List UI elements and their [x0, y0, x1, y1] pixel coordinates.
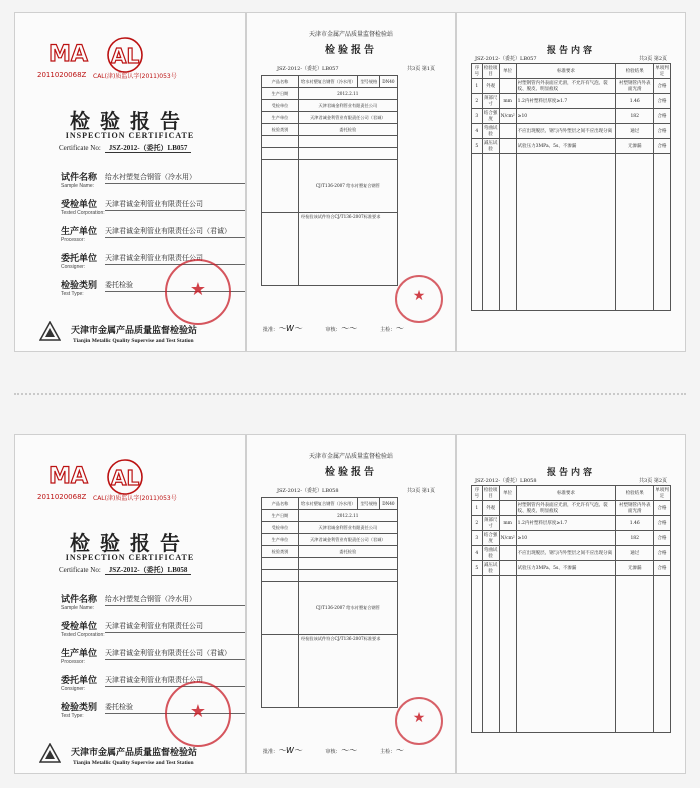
- report-table: 序号 检验项目 单位 标准要求 检验结果 单项判定 1 外观 衬塑钢管内外表面应光滑，不允许有气泡、裂纹、脱皮、明显痕纹 衬塑钢管内外表面光滑 合格 2 颈部尺寸 mm 1.2内衬塑料层厚度≥1.7 1.46 合格 3 结合强度 N/cm² ≥10 182 合格 4 弯曲试验 不应出现脱层、钢与内外塑层之间不应出现分离 通过 合格 5 减压试验 试验压力3MPa、5s、不渗漏 无渗漏 合格: [471, 485, 671, 733]
- signature-row: 批准：〜W〜 审核：〜〜 主检：〜: [263, 746, 404, 755]
- field-processor: 生产单位 Processor: 天津君诚金利管业有限责任公司（君诚）: [61, 646, 246, 665]
- svg-text:MA: MA: [49, 42, 88, 67]
- official-seal: ★: [395, 697, 443, 745]
- cma-number: 2011020068Z: [37, 493, 87, 501]
- cover-page: [14, 434, 246, 774]
- page-title: 检验报告: [325, 45, 377, 56]
- field-test-type: 检验类别 Test Type: 委托检验: [61, 278, 246, 297]
- cert-number-row: Certificate No: JSZ-2012-（委托）LB057: [59, 143, 191, 153]
- official-seal: ★: [165, 681, 231, 747]
- number-row: JSZ-2012-（委托）LB057 共3页 第2页: [475, 56, 667, 62]
- org-name-en: Tianjin Metallic Quality Supervise and Test Station: [73, 338, 194, 344]
- report-table: 序号 检验项目 单位 标准要求 检验结果 单项判定 1 外观 衬塑钢管内外表面应光滑，不允许有气泡、裂纹、脱皮、明显痕纹 衬塑钢管内外表面光滑 合格 2 颈部尺寸 mm 1.2内衬塑料层厚度≥1.7 1.46 合格 3 结合强度 N/cm² ≥10 182 合格 4 弯曲试验 不应出现脱层、钢与内外塑层之间不应出现分离 通过 合格 5 减压试验 试验压力3MPa、5s、不渗漏 无渗漏 合格: [471, 63, 671, 311]
- svg-text:MA: MA: [49, 464, 88, 489]
- signature-row: 批准：〜W〜 审核：〜〜 主检：〜: [263, 324, 404, 333]
- header-org: 天津市金属产品质量监督检验站: [308, 31, 393, 38]
- official-seal: ★: [165, 259, 231, 325]
- result-page: [246, 12, 456, 352]
- org-name-cn: 天津市金属产品质量监督检验站: [71, 748, 198, 758]
- field-sample-name: 试件名称 Sample Name: 给水衬塑复合钢管（冷水用）: [61, 170, 246, 189]
- field-tested-corp: 受检单位 Tested Corporation: 天津君诚金利管业有限责任公司: [61, 619, 246, 638]
- cal-number: CAL(津)质监认字(2011)053号: [93, 73, 177, 80]
- field-consigner: 委托单位 Consigner: 天津君诚金利管业有限责任公司: [61, 251, 246, 270]
- title-cn: 检验报告: [70, 531, 190, 555]
- report-title: 报告内容: [546, 46, 595, 56]
- number-row: JSZ-2012-（委托）LB057 共3页 第1页: [277, 66, 435, 72]
- field-processor: 生产单位 Processor: 天津君诚金利管业有限责任公司（君诚）: [61, 224, 246, 243]
- report-title: 报告内容: [546, 468, 595, 478]
- number-row: JSZ-2012-（委托）LB058 共3页 第2页: [475, 478, 667, 484]
- cover-page: [14, 12, 246, 352]
- result-table: 产品名称 给水衬塑复合钢管（冷水用） 型号规格 DN40 生产日期 2012.2.11 受检单位 天津君诚金利管业有限责任公司 生产单位 天津君诚金利管业有限责任公司（君诚） 检验类别 委托检验 CJ/T136-2007 给水衬塑复合钢管 经检验该试件符合CJ/T136-2007标准要求: [261, 75, 398, 286]
- field-test-type: 检验类别 Test Type: 委托检验: [61, 700, 246, 719]
- title-en: INSPECTION CERTIFICATE: [65, 553, 195, 562]
- field-tested-corp: 受检单位 Tested Corporation: 天津君诚金利管业有限责任公司: [61, 197, 246, 216]
- header-org: 天津市金属产品质量监督检验站: [308, 453, 393, 460]
- cal-number: CAL(津)质监认字(2011)053号: [93, 495, 177, 502]
- cert-number-row: Certificate No: JSZ-2012-（委托）LB058: [59, 565, 191, 575]
- number-row: JSZ-2012-（委托）LB058 共3页 第1页: [277, 488, 435, 494]
- official-seal: ★: [395, 275, 443, 323]
- field-consigner: 委托单位 Consigner: 天津君诚金利管业有限责任公司: [61, 673, 246, 692]
- field-sample-name: 试件名称 Sample Name: 给水衬塑复合钢管（冷水用）: [61, 592, 246, 611]
- station-logo-icon: [39, 321, 61, 341]
- result-table: 产品名称 给水衬塑复合钢管（冷水用） 型号规格 DN40 生产日期 2012.2.11 受检单位 天津君诚金利管业有限责任公司 生产单位 天津君诚金利管业有限责任公司（君诚） 检验类别 委托检验 CJ/T136-2007 给水衬塑复合钢管 经检验该试件符合CJ/T136-2007标准要求: [261, 497, 398, 708]
- report-content-page: [456, 434, 686, 774]
- cma-number: 2011020068Z: [37, 71, 87, 79]
- svg-text:AL: AL: [111, 466, 140, 490]
- svg-text:AL: AL: [111, 44, 140, 68]
- result-page: [246, 434, 456, 774]
- report-content-page: [456, 12, 686, 352]
- org-name-en: Tianjin Metallic Quality Supervise and Test Station: [73, 760, 194, 766]
- title-en: INSPECTION CERTIFICATE: [65, 131, 195, 140]
- org-name-cn: 天津市金属产品质量监督检验站: [71, 326, 198, 336]
- title-cn: 检验报告: [70, 109, 190, 133]
- station-logo-icon: [39, 743, 61, 763]
- page-title: 检验报告: [325, 467, 377, 478]
- page-divider: [14, 393, 686, 395]
